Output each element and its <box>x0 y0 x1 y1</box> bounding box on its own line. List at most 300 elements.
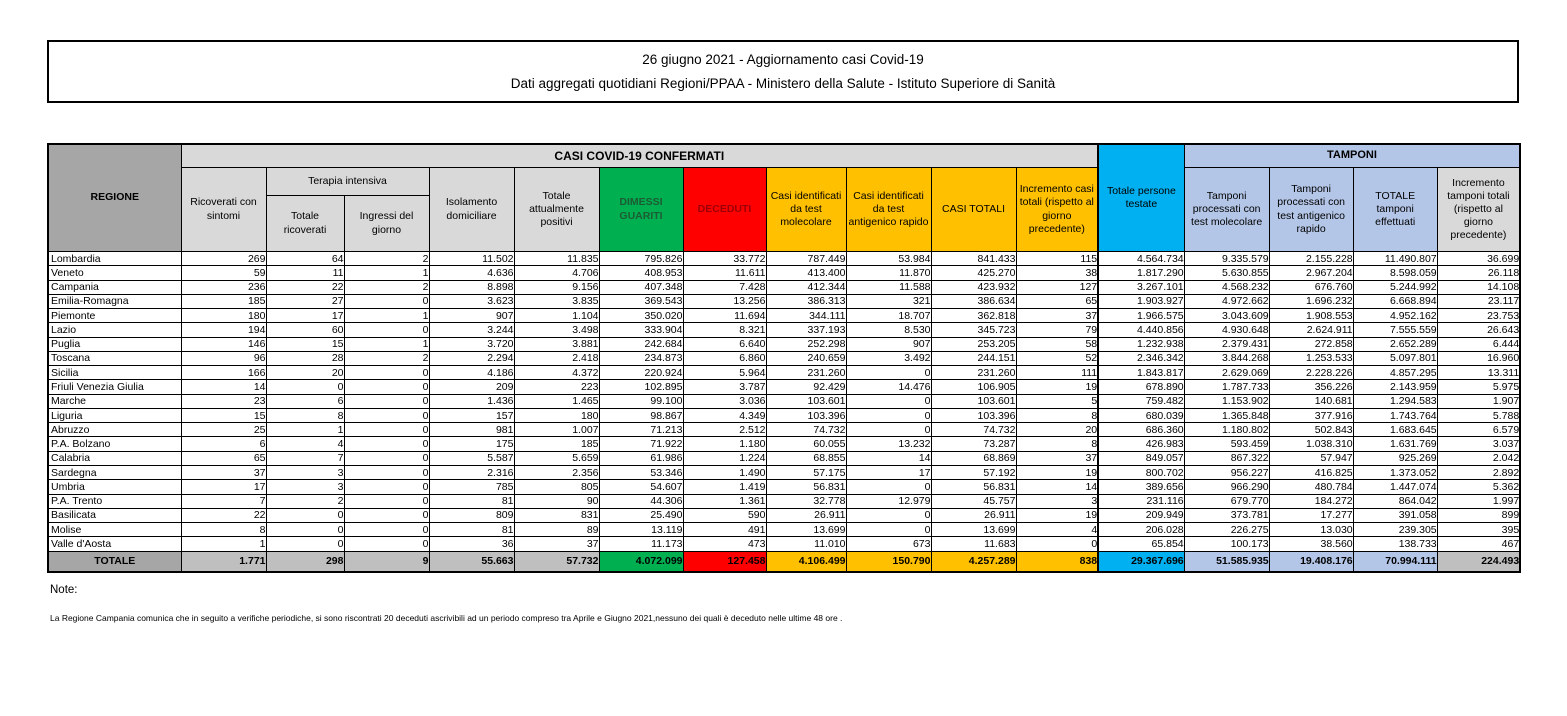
totals-value-cell: 57.732 <box>514 551 599 572</box>
value-cell: 11.694 <box>683 309 766 323</box>
region-cell: Valle d'Aosta <box>48 537 181 551</box>
value-cell: 369.543 <box>599 294 683 308</box>
value-cell: 209.949 <box>1098 508 1184 522</box>
column-header-casi-molecolare: Casi identificati da test molecolare <box>766 168 846 252</box>
notes-section <box>50 584 1530 623</box>
value-cell: 373.781 <box>1184 508 1269 522</box>
value-cell: 1 <box>344 266 429 280</box>
value-cell: 252.298 <box>766 337 846 351</box>
value-cell: 60.055 <box>766 437 846 451</box>
value-cell: 14 <box>1016 480 1098 494</box>
totals-value-cell: 70.994.111 <box>1353 551 1437 572</box>
value-cell: 841.433 <box>931 252 1016 266</box>
value-cell: 5.630.855 <box>1184 266 1269 280</box>
table-row <box>48 508 1520 522</box>
value-cell: 2.652.289 <box>1353 337 1437 351</box>
value-cell: 184.272 <box>1269 494 1353 508</box>
table-row <box>48 408 1520 422</box>
totals-value-cell: 9 <box>344 551 429 572</box>
value-cell: 795.826 <box>599 252 683 266</box>
table-row <box>48 366 1520 380</box>
value-cell: 467 <box>1437 537 1520 551</box>
region-cell: Veneto <box>48 266 181 280</box>
value-cell: 73.287 <box>931 437 1016 451</box>
value-cell: 37 <box>514 537 599 551</box>
value-cell: 0 <box>846 480 931 494</box>
value-cell: 8.598.059 <box>1353 266 1437 280</box>
value-cell: 2.356 <box>514 465 599 479</box>
value-cell: 103.396 <box>931 408 1016 422</box>
value-cell: 79 <box>1016 323 1098 337</box>
value-cell: 74.732 <box>931 423 1016 437</box>
region-cell: Campania <box>48 280 181 294</box>
value-cell: 231.260 <box>766 366 846 380</box>
value-cell: 100.173 <box>1184 537 1269 551</box>
value-cell: 759.482 <box>1098 394 1184 408</box>
value-cell: 0 <box>266 508 344 522</box>
value-cell: 2.418 <box>514 351 599 365</box>
value-cell: 0 <box>266 380 344 394</box>
value-cell: 4.857.295 <box>1353 366 1437 380</box>
column-header-incremento-tamponi: Incremento tamponi totali (rispetto al giorno precedente) <box>1437 168 1520 252</box>
value-cell: 0 <box>344 380 429 394</box>
value-cell: 956.227 <box>1184 465 1269 479</box>
value-cell: 96 <box>181 351 266 365</box>
value-cell: 89 <box>514 523 599 537</box>
value-cell: 138.733 <box>1353 537 1437 551</box>
value-cell: 2.629.069 <box>1184 366 1269 380</box>
value-cell: 12.979 <box>846 494 931 508</box>
table-row <box>48 494 1520 508</box>
value-cell: 81 <box>429 523 514 537</box>
report-header <box>47 40 1519 103</box>
value-cell: 0 <box>266 523 344 537</box>
value-cell: 4 <box>1016 523 1098 537</box>
value-cell: 58 <box>1016 337 1098 351</box>
value-cell: 65.854 <box>1098 537 1184 551</box>
value-cell: 8.530 <box>846 323 931 337</box>
value-cell: 679.770 <box>1184 494 1269 508</box>
value-cell: 5 <box>1016 394 1098 408</box>
value-cell: 14.108 <box>1437 280 1520 294</box>
value-cell: 2.892 <box>1437 465 1520 479</box>
value-cell: 0 <box>344 465 429 479</box>
table-header <box>48 144 1520 252</box>
value-cell: 1 <box>344 337 429 351</box>
value-cell: 37 <box>181 465 266 479</box>
value-cell: 2.624.911 <box>1269 323 1353 337</box>
column-header-casi-totali: CASI TOTALI <box>931 168 1016 252</box>
value-cell: 6.579 <box>1437 423 1520 437</box>
totals-value-cell: 4.106.499 <box>766 551 846 572</box>
value-cell: 1.294.583 <box>1353 394 1437 408</box>
value-cell: 0 <box>846 408 931 422</box>
totals-value-cell: 4.257.289 <box>931 551 1016 572</box>
region-cell: Lazio <box>48 323 181 337</box>
value-cell: 180 <box>181 309 266 323</box>
totals-row <box>48 551 1520 572</box>
table-row <box>48 280 1520 294</box>
value-cell: 1.907 <box>1437 394 1520 408</box>
region-cell: Molise <box>48 523 181 537</box>
value-cell: 0 <box>1016 537 1098 551</box>
value-cell: 1.419 <box>683 480 766 494</box>
value-cell: 99.100 <box>599 394 683 408</box>
value-cell: 17.277 <box>1269 508 1353 522</box>
value-cell: 8.898 <box>429 280 514 294</box>
value-cell: 787.449 <box>766 252 846 266</box>
value-cell: 14 <box>181 380 266 394</box>
table-row <box>48 252 1520 266</box>
value-cell: 491 <box>683 523 766 537</box>
value-cell: 386.634 <box>931 294 1016 308</box>
value-cell: 180 <box>514 408 599 422</box>
value-cell: 220.924 <box>599 366 683 380</box>
column-header-isolamento: Isolamento domiciliare <box>429 168 514 252</box>
value-cell: 9.156 <box>514 280 599 294</box>
value-cell: 1.696.232 <box>1269 294 1353 308</box>
value-cell: 3.623 <box>429 294 514 308</box>
value-cell: 4.952.162 <box>1353 309 1437 323</box>
region-cell: Basilicata <box>48 508 181 522</box>
value-cell: 166 <box>181 366 266 380</box>
value-cell: 1.007 <box>514 423 599 437</box>
value-cell: 11.870 <box>846 266 931 280</box>
value-cell: 966.290 <box>1184 480 1269 494</box>
value-cell: 8 <box>1016 437 1098 451</box>
value-cell: 0 <box>344 494 429 508</box>
value-cell: 44.306 <box>599 494 683 508</box>
value-cell: 2.316 <box>429 465 514 479</box>
value-cell: 1 <box>344 309 429 323</box>
column-header-incremento-casi: Incremento casi totali (rispetto al giorno precedente) <box>1016 168 1098 252</box>
totals-value-cell: 224.493 <box>1437 551 1520 572</box>
value-cell: 8 <box>181 523 266 537</box>
value-cell: 2.294 <box>429 351 514 365</box>
value-cell: 473 <box>683 537 766 551</box>
value-cell: 103.601 <box>931 394 1016 408</box>
report-subtitle: Dati aggregati quotidiani Regioni/PPAA - Ministero della Salute - Istituto Superiore di Sanità <box>510 76 1056 92</box>
value-cell: 231.116 <box>1098 494 1184 508</box>
value-cell: 68.869 <box>931 451 1016 465</box>
column-header-totale-tamponi: TOTALE tamponi effettuati <box>1353 168 1437 252</box>
section-header-casi-confermati: CASI COVID-19 CONFERMATI <box>181 144 1098 168</box>
value-cell: 593.459 <box>1184 437 1269 451</box>
value-cell: 1.153.902 <box>1184 394 1269 408</box>
value-cell: 61.986 <box>599 451 683 465</box>
value-cell: 416.825 <box>1269 465 1353 479</box>
value-cell: 54.607 <box>599 480 683 494</box>
value-cell: 13.232 <box>846 437 931 451</box>
value-cell: 1.253.533 <box>1269 351 1353 365</box>
value-cell: 3.043.609 <box>1184 309 1269 323</box>
value-cell: 502.843 <box>1269 423 1353 437</box>
totals-value-cell: 838 <box>1016 551 1098 572</box>
value-cell: 0 <box>344 423 429 437</box>
value-cell: 805 <box>514 480 599 494</box>
value-cell: 11.611 <box>683 266 766 280</box>
value-cell: 849.057 <box>1098 451 1184 465</box>
value-cell: 413.400 <box>766 266 846 280</box>
region-cell: Marche <box>48 394 181 408</box>
value-cell: 175 <box>429 437 514 451</box>
value-cell: 7.555.559 <box>1353 323 1437 337</box>
value-cell: 13.311 <box>1437 366 1520 380</box>
column-header-casi-antigenico: Casi identificati da test antigenico rapido <box>846 168 931 252</box>
value-cell: 239.305 <box>1353 523 1437 537</box>
table-body <box>48 252 1520 573</box>
value-cell: 9.335.579 <box>1184 252 1269 266</box>
value-cell: 102.895 <box>599 380 683 394</box>
value-cell: 426.983 <box>1098 437 1184 451</box>
value-cell: 234.873 <box>599 351 683 365</box>
value-cell: 37 <box>1016 451 1098 465</box>
value-cell: 1.361 <box>683 494 766 508</box>
value-cell: 23.753 <box>1437 309 1520 323</box>
value-cell: 115 <box>1016 252 1098 266</box>
value-cell: 590 <box>683 508 766 522</box>
value-cell: 423.932 <box>931 280 1016 294</box>
value-cell: 1.365.848 <box>1184 408 1269 422</box>
value-cell: 14.476 <box>846 380 931 394</box>
value-cell: 676.760 <box>1269 280 1353 294</box>
value-cell: 4.440.856 <box>1098 323 1184 337</box>
value-cell: 2.379.431 <box>1184 337 1269 351</box>
value-cell: 4.706 <box>514 266 599 280</box>
value-cell: 71.922 <box>599 437 683 451</box>
value-cell: 19 <box>1016 380 1098 394</box>
value-cell: 240.659 <box>766 351 846 365</box>
value-cell: 800.702 <box>1098 465 1184 479</box>
column-header-regione: REGIONE <box>48 144 181 252</box>
value-cell: 15 <box>266 337 344 351</box>
value-cell: 333.904 <box>599 323 683 337</box>
value-cell: 4.568.232 <box>1184 280 1269 294</box>
value-cell: 23.117 <box>1437 294 1520 308</box>
value-cell: 65 <box>1016 294 1098 308</box>
value-cell: 1.843.817 <box>1098 366 1184 380</box>
value-cell: 11.683 <box>931 537 1016 551</box>
value-cell: 981 <box>429 423 514 437</box>
covid-data-table <box>47 143 1521 573</box>
table-row <box>48 480 1520 494</box>
value-cell: 16.960 <box>1437 351 1520 365</box>
table-row <box>48 380 1520 394</box>
table-row <box>48 423 1520 437</box>
table-row <box>48 451 1520 465</box>
value-cell: 0 <box>344 294 429 308</box>
totals-value-cell: 19.408.176 <box>1269 551 1353 572</box>
value-cell: 4.564.734 <box>1098 252 1184 266</box>
value-cell: 244.151 <box>931 351 1016 365</box>
value-cell: 1.038.310 <box>1269 437 1353 451</box>
value-cell: 81 <box>429 494 514 508</box>
table-row <box>48 394 1520 408</box>
value-cell: 5.788 <box>1437 408 1520 422</box>
value-cell: 146 <box>181 337 266 351</box>
value-cell: 57.175 <box>766 465 846 479</box>
value-cell: 20 <box>1016 423 1098 437</box>
value-cell: 391.058 <box>1353 508 1437 522</box>
value-cell: 71.213 <box>599 423 683 437</box>
value-cell: 1.631.769 <box>1353 437 1437 451</box>
region-cell: P.A. Trento <box>48 494 181 508</box>
region-cell: Puglia <box>48 337 181 351</box>
value-cell: 7 <box>181 494 266 508</box>
value-cell: 26.643 <box>1437 323 1520 337</box>
value-cell: 33.772 <box>683 252 766 266</box>
totals-value-cell: 55.663 <box>429 551 514 572</box>
value-cell: 3.787 <box>683 380 766 394</box>
table-row <box>48 437 1520 451</box>
totals-value-cell: 150.790 <box>846 551 931 572</box>
value-cell: 28 <box>266 351 344 365</box>
value-cell: 2 <box>344 252 429 266</box>
value-cell: 11.010 <box>766 537 846 551</box>
value-cell: 0 <box>266 537 344 551</box>
value-cell: 408.953 <box>599 266 683 280</box>
value-cell: 1.465 <box>514 394 599 408</box>
value-cell: 412.344 <box>766 280 846 294</box>
value-cell: 389.656 <box>1098 480 1184 494</box>
value-cell: 68.855 <box>766 451 846 465</box>
value-cell: 2.346.342 <box>1098 351 1184 365</box>
value-cell: 0 <box>344 451 429 465</box>
value-cell: 6 <box>181 437 266 451</box>
value-cell: 185 <box>181 294 266 308</box>
value-cell: 321 <box>846 294 931 308</box>
value-cell: 377.916 <box>1269 408 1353 422</box>
value-cell: 2.143.959 <box>1353 380 1437 394</box>
region-cell: P.A. Bolzano <box>48 437 181 451</box>
value-cell: 272.858 <box>1269 337 1353 351</box>
value-cell: 5.244.992 <box>1353 280 1437 294</box>
region-cell: Sardegna <box>48 465 181 479</box>
value-cell: 1.903.927 <box>1098 294 1184 308</box>
value-cell: 56.831 <box>766 480 846 494</box>
value-cell: 925.269 <box>1353 451 1437 465</box>
value-cell: 98.867 <box>599 408 683 422</box>
value-cell: 53.346 <box>599 465 683 479</box>
value-cell: 194 <box>181 323 266 337</box>
totals-value-cell: 127.458 <box>683 551 766 572</box>
region-cell: Friuli Venezia Giulia <box>48 380 181 394</box>
value-cell: 0 <box>846 508 931 522</box>
value-cell: 60 <box>266 323 344 337</box>
value-cell: 19 <box>1016 508 1098 522</box>
value-cell: 1.787.733 <box>1184 380 1269 394</box>
value-cell: 56.831 <box>931 480 1016 494</box>
value-cell: 13.699 <box>766 523 846 537</box>
value-cell: 19 <box>1016 465 1098 479</box>
value-cell: 25.490 <box>599 508 683 522</box>
value-cell: 13.119 <box>599 523 683 537</box>
value-cell: 253.205 <box>931 337 1016 351</box>
value-cell: 3.720 <box>429 337 514 351</box>
column-header-ingressi-giorno: Ingressi del giorno <box>344 196 429 252</box>
value-cell: 74.732 <box>766 423 846 437</box>
value-cell: 7.428 <box>683 280 766 294</box>
column-header-terapia-intensiva: Terapia intensiva <box>266 168 429 196</box>
value-cell: 1.447.074 <box>1353 480 1437 494</box>
value-cell: 5.975 <box>1437 380 1520 394</box>
value-cell: 809 <box>429 508 514 522</box>
table-row <box>48 309 1520 323</box>
value-cell: 3.492 <box>846 351 931 365</box>
value-cell: 8.321 <box>683 323 766 337</box>
value-cell: 0 <box>344 323 429 337</box>
totals-value-cell: 298 <box>266 551 344 572</box>
value-cell: 38 <box>1016 266 1098 280</box>
value-cell: 11.588 <box>846 280 931 294</box>
value-cell: 223 <box>514 380 599 394</box>
value-cell: 22 <box>266 280 344 294</box>
value-cell: 13.030 <box>1269 523 1353 537</box>
value-cell: 26.118 <box>1437 266 1520 280</box>
value-cell: 1.373.052 <box>1353 465 1437 479</box>
value-cell: 17 <box>181 480 266 494</box>
value-cell: 269 <box>181 252 266 266</box>
value-cell: 3.244 <box>429 323 514 337</box>
value-cell: 209 <box>429 380 514 394</box>
value-cell: 22 <box>181 508 266 522</box>
value-cell: 3.036 <box>683 394 766 408</box>
value-cell: 36.699 <box>1437 252 1520 266</box>
value-cell: 65 <box>181 451 266 465</box>
value-cell: 6.640 <box>683 337 766 351</box>
value-cell: 337.193 <box>766 323 846 337</box>
value-cell: 140.681 <box>1269 394 1353 408</box>
value-cell: 907 <box>846 337 931 351</box>
region-cell: Lombardia <box>48 252 181 266</box>
table-row <box>48 337 1520 351</box>
value-cell: 13.699 <box>931 523 1016 537</box>
region-cell: Toscana <box>48 351 181 365</box>
value-cell: 4.930.648 <box>1184 323 1269 337</box>
value-cell: 5.587 <box>429 451 514 465</box>
value-cell: 45.757 <box>931 494 1016 508</box>
value-cell: 678.890 <box>1098 380 1184 394</box>
column-header-ricoverati: Ricoverati con sintomi <box>181 168 266 252</box>
value-cell: 18.707 <box>846 309 931 323</box>
value-cell: 2.155.228 <box>1269 252 1353 266</box>
value-cell: 0 <box>846 523 931 537</box>
value-cell: 3.267.101 <box>1098 280 1184 294</box>
region-cell: Sicilia <box>48 366 181 380</box>
value-cell: 2 <box>266 494 344 508</box>
value-cell: 0 <box>344 394 429 408</box>
value-cell: 3 <box>1016 494 1098 508</box>
value-cell: 3.037 <box>1437 437 1520 451</box>
value-cell: 106.905 <box>931 380 1016 394</box>
value-cell: 7 <box>266 451 344 465</box>
value-cell: 0 <box>344 537 429 551</box>
value-cell: 4 <box>266 437 344 451</box>
table-row <box>48 294 1520 308</box>
region-cell: Calabria <box>48 451 181 465</box>
value-cell: 11.835 <box>514 252 599 266</box>
value-cell: 2.512 <box>683 423 766 437</box>
region-cell: Emilia-Romagna <box>48 294 181 308</box>
value-cell: 38.560 <box>1269 537 1353 551</box>
value-cell: 680.039 <box>1098 408 1184 422</box>
value-cell: 1.908.553 <box>1269 309 1353 323</box>
value-cell: 2 <box>344 351 429 365</box>
value-cell: 0 <box>344 508 429 522</box>
value-cell: 5.964 <box>683 366 766 380</box>
value-cell: 103.601 <box>766 394 846 408</box>
table-row <box>48 537 1520 551</box>
